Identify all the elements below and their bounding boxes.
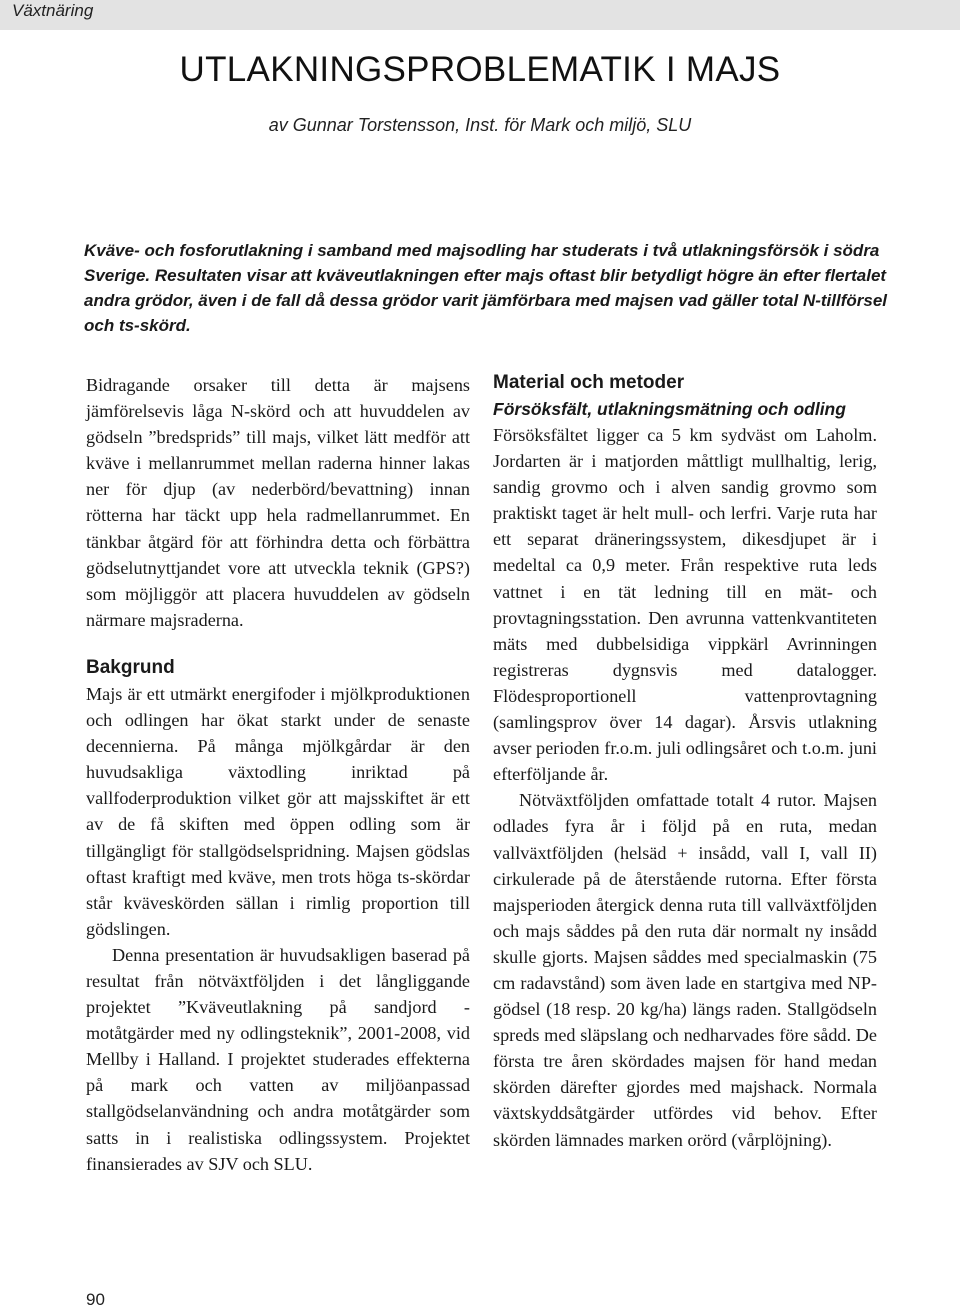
intro-paragraph: Bidragande orsaker till detta är majsens jämförelsevis låga N-skörd och att huvuddelen av gödseln ”bredsprids” till majs, vilket lätt medför att kväve i mellanrummet mellan raderna hinner lakas ner för djup (av nederbörd/bevattning) innan rötterna har täckt upp hela radmellanrummet. En tänkbar åtgärd för att förhindra detta och förbättra gödselutnyttjandet vore att utveckla teknik (GPS?) som möjliggör att placera huvuddelen av gödseln närmare majsraderna. [86, 375, 470, 630]
article-abstract: Kväve- och fosforutlakning i samband med majsodling har studerats i två utlakningsförsök i södra Sverige. Resultaten visar att kväveutlakningen efter majs oftast blir betydligt högre än efter flertalet andra grödor, även i de fall då dessa grödor varit jämförbara med majsen vad gäller total N-tillförsel och ts-skörd. [84, 241, 888, 335]
methods-subheading: Försöksfält, utlakningsmätning och odling [493, 399, 846, 419]
left-column [86, 372, 470, 1177]
methods-paragraph-2: Nötväxtföljden omfattade totalt 4 rutor. Majsen odlades fyra år i följd på en ruta, medan vallväxtföljden (helsäd + insådd, vall I, vall II) cirkulerade på de återstående rutorna. Efter första majsperioden återgick denna ruta till vallväxtföljden och majs såddes på den ruta där normalt ny insådd skulle gjorts. Majsen såddes med specialmaskin (75 cm radavstånd) som även lade en startgiva med NP-gödsel (18 resp. 20 kg/ha) längs raden. Stallgödseln spreds med släpslang och nedharvades före sådd. De första tre åren skördades majsen för hand medan skörden därefter gjordes med majshack. Normala växtskyddsåtgärder utfördes vid behov. Efter skörden lämnades marken orörd (vårplöjning). [493, 790, 877, 1150]
methods-paragraph-1: Försöksfältet ligger ca 5 km sydväst om Laholm. Jordarten är i matjorden måttligt mullhaltig, lerig, sandig grovmo och i alven sandig grovmo som praktiskt taget är helt mull- och lerfri. Varje ruta har ett separat dräneringssystem, dikesdjupet är i medeltal ca 0,9 meter. Från respektive ruta leds vattnet i en tät ledning till en mät- och provtagningsstation. Den avrunna vattenkvantiteten mäts med dubbelsidiga vippkärl Avrinningen registreras dygnsvis med datalogger. Flödesproportionell vattenprovtagning (samlingsprov över 14 dagar). Årsvis utlakning avser perioden fr.o.m. juli odlingsåret och t.o.m. juni efterföljande år. [493, 425, 877, 785]
right-column [493, 370, 877, 1153]
article-byline: av Gunnar Torstensson, Inst. för Mark och miljö, SLU [268, 115, 692, 135]
background-heading: Bakgrund [86, 656, 175, 678]
methods-heading: Material och metoder [493, 372, 685, 393]
header-bar [0, 0, 960, 30]
background-paragraph-1: Majs är ett utmärkt energifoder i mjölkproduktionen och odlingen har ökat starkt under de senaste decennierna. På många mjölkgårdar är den huvudsakliga växtodling inriktad på vallfoderproduktion vilket gör att majsskiftet är ett av de få skiften med öppen odling som är tillgängligt för stallgödselspridning. Majsen gödslas oftast kraftigt med kväve, men trots höga ts-skördar står kväveskörden sällan i rimlig proportion till gödslingen. [86, 683, 470, 939]
background-paragraph-2: Denna presentation är huvudsakligen baserad på resultat från nötväxtföljden i det långliggande projektet ”Kväveutlakning på sandjord - motåtgärder med ny odlingsteknik”, 2001-2008, vid Mellby i Halland. I projektet studerades effekterna på mark och vatten av miljöanpassad stallgödselanvändning och andra motåtgärder som satts in i realistiska odlingssystem. Projektet finansierades av SJV och SLU. [86, 944, 470, 1174]
section-label: Växtnäring [12, 1, 94, 20]
article-title: UTLAKNINGSPROBLEMATIK I MAJS [179, 50, 781, 89]
page-number: 90 [86, 1290, 105, 1309]
